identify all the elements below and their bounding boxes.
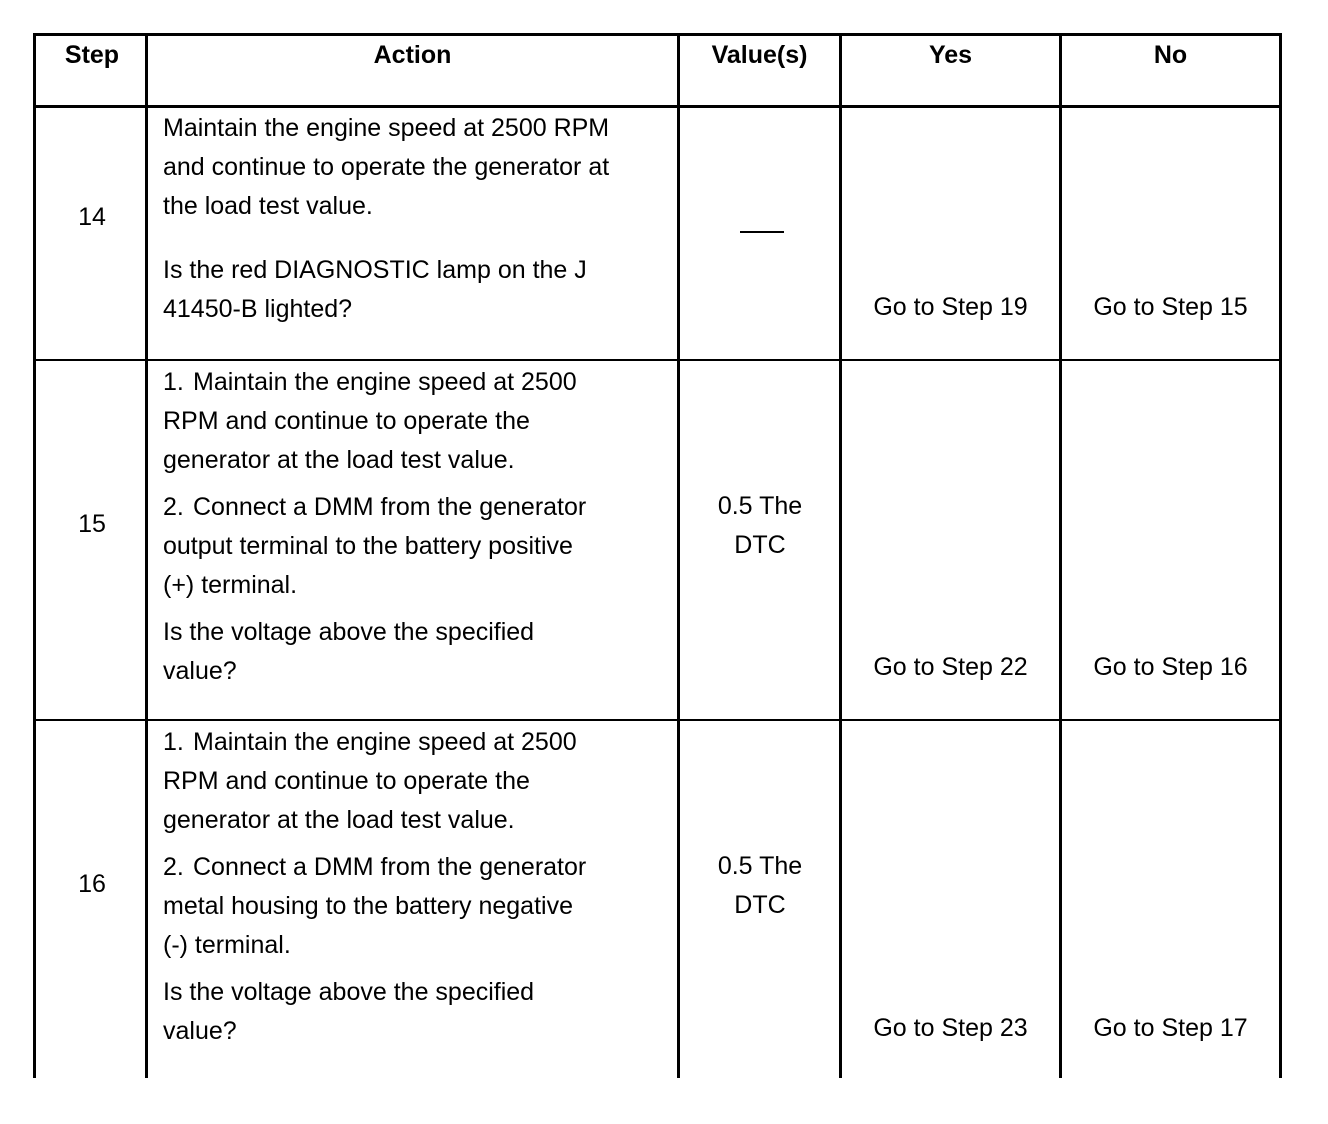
action-line: the load test value. [163, 192, 373, 220]
header-divider [33, 105, 1282, 108]
list-line: Connect a DMM from the generator [193, 853, 587, 881]
list-number: 2. [163, 853, 184, 881]
action-text [163, 109, 675, 329]
diagnostic-table [33, 33, 1282, 1078]
action-line: and continue to operate the generator at [163, 153, 610, 181]
no-goto: Go to Step 16 [1093, 653, 1248, 681]
list-number: 1. [163, 728, 184, 756]
question-line: Is the voltage above the specified [163, 978, 535, 1006]
step-number: 16 [78, 870, 106, 898]
question-line: Is the voltage above the specified [163, 618, 535, 646]
step-number: 15 [78, 510, 106, 538]
value-text [681, 487, 839, 565]
header-values: Value(s) [711, 41, 808, 69]
header-action: Action [373, 41, 452, 69]
question-line: Is the red DIAGNOSTIC lamp on the J [163, 256, 587, 284]
column-divider [145, 33, 148, 1078]
list-line: metal housing to the battery negative [163, 892, 573, 920]
list-item [163, 723, 675, 840]
yes-goto: Go to Step 19 [873, 293, 1028, 321]
column-divider [839, 33, 842, 1078]
list-line: (+) terminal. [163, 571, 298, 599]
list-line: output terminal to the battery positive [163, 532, 573, 560]
list-line: (-) terminal. [163, 931, 291, 959]
list-line: Maintain the engine speed at 2500 [193, 728, 577, 756]
list-line: generator at the load test value. [163, 446, 515, 474]
yes-goto: Go to Step 22 [873, 653, 1028, 681]
action-text [163, 363, 675, 691]
table-border-right [1279, 33, 1282, 1078]
header-step: Step [64, 41, 120, 69]
value-line: 0.5 The [717, 492, 803, 520]
list-line: RPM and continue to operate the [163, 407, 530, 435]
list-item [163, 848, 675, 965]
list-line: RPM and continue to operate the [163, 767, 530, 795]
table-border-top [33, 33, 1282, 36]
action-line: Maintain the engine speed at 2500 RPM [163, 114, 610, 142]
header-no: No [1153, 41, 1188, 69]
list-line: Maintain the engine speed at 2500 [193, 368, 577, 396]
list-item [163, 488, 675, 605]
list-number: 2. [163, 493, 184, 521]
no-value-dash [740, 231, 784, 233]
table-border-left [33, 33, 36, 1078]
column-divider [677, 33, 680, 1078]
question-line: value? [163, 657, 237, 685]
value-line: 0.5 The [717, 852, 803, 880]
row-divider [33, 719, 1282, 721]
row-divider [33, 359, 1282, 361]
list-number: 1. [163, 368, 184, 396]
question-line: 41450-B lighted? [163, 295, 353, 323]
value-line: DTC [734, 531, 786, 559]
question-line: value? [163, 1017, 237, 1045]
column-divider [1059, 33, 1062, 1078]
no-goto: Go to Step 15 [1093, 293, 1248, 321]
list-line: Connect a DMM from the generator [193, 493, 587, 521]
list-item [163, 363, 675, 480]
yes-goto: Go to Step 23 [873, 1014, 1028, 1042]
no-goto: Go to Step 17 [1093, 1014, 1248, 1042]
value-text [681, 847, 839, 925]
header-yes: Yes [928, 41, 973, 69]
step-number: 14 [78, 203, 106, 231]
value-line: DTC [734, 891, 786, 919]
action-text [163, 723, 675, 1051]
list-line: generator at the load test value. [163, 806, 515, 834]
